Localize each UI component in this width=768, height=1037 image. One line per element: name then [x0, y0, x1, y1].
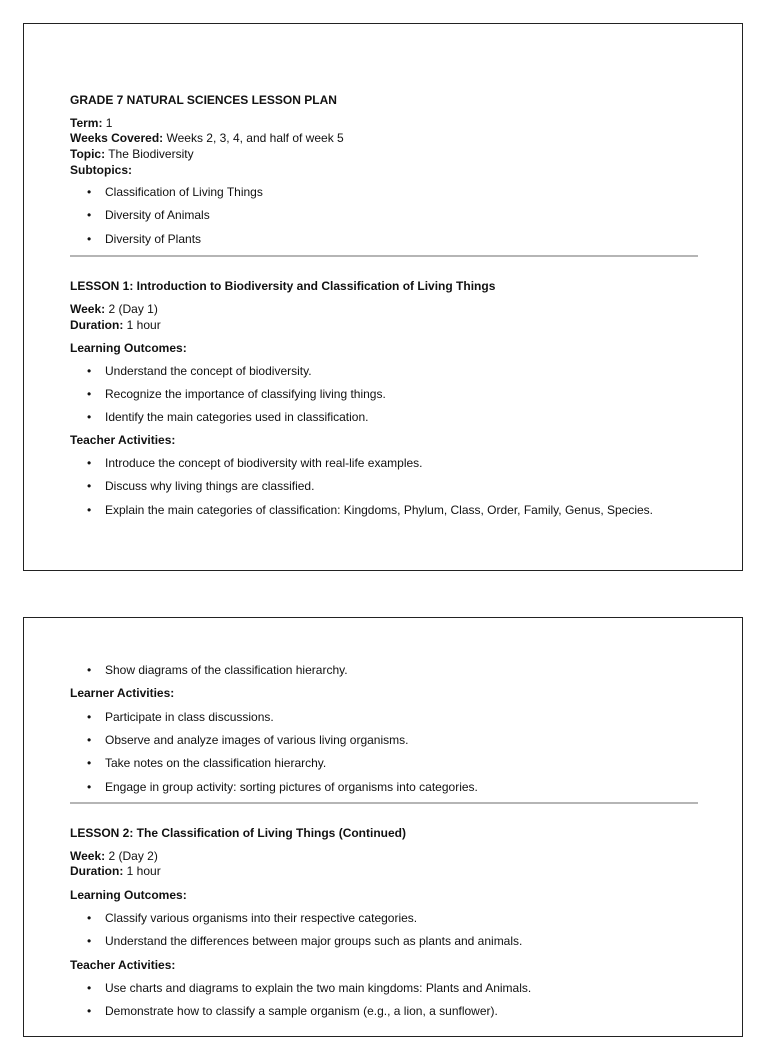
- weeks-line: [70, 131, 344, 145]
- subtopics-label: Subtopics:: [70, 163, 132, 177]
- lesson1-duration: Duration: 1 hour: [70, 318, 161, 332]
- bullet-icon: •: [87, 981, 92, 995]
- term-value: 1: [102, 116, 113, 130]
- lesson2-week: Week: 2 (Day 2): [70, 849, 158, 863]
- bullet-icon: •: [87, 479, 92, 493]
- bullet-icon: •: [87, 934, 92, 948]
- bullet-icon: •: [87, 1004, 92, 1018]
- lesson2-outcomes-label: Learning Outcomes:: [70, 888, 187, 902]
- bullet-icon: •: [87, 911, 92, 925]
- lesson2-teacher-label: Teacher Activities:: [70, 958, 176, 972]
- bullet-icon: •: [87, 364, 92, 378]
- document-page-2: • Show diagrams of the classification hierarchy. Learner Activities: • Participate in class discussions. • Observe and analyze images of various living organisms. • Take notes on the classification hierarchy. • Engage in group activity: sorting pictures of organisms into categories. LESSON 2: The Classification of Living Things (Continued) Week: 2 (Day 2) Duration: 1 hour Learning Outcomes: • Classify various organisms into their respective categories. • Understand the differences between major groups such as plants and animals. Teacher Activities: • Use charts and diagrams to explain the two main kingdoms: Plants and Animals. • Demonstrate how to classify a sample organism (e.g., a lion, a sunflower).: [23, 617, 743, 1037]
- bullet-icon: •: [87, 410, 92, 424]
- document-page-1: GRADE 7 NATURAL SCIENCES LESSON PLAN Term: 1 Weeks Covered: Weeks 2, 3, 4, and half of week 5 Topic: The Biodiversity Subtopics: • Classification of Living Things • Diversity of Animals • Diversity of Plants LESSON 1: Introduction to Biodiversity and Classification of Living Things Week: 2 (Day 1) Duration: 1 hour Learning Outcomes: • Understand the concept of biodiversity. • Recognize the importance of classifying living things. • Identify the main categories used in classification. Teacher Activities: • Introduce the concept of biodiversity with real-life examples. • Discuss why living things are classified. • Explain the main categories of classification: Kingdoms, Phylum, Class, Order, Family, Genus, Species.: [23, 23, 743, 571]
- bullet-icon: •: [87, 387, 92, 401]
- section-divider: [70, 802, 698, 804]
- weeks-value: Weeks 2, 3, 4, and half of week 5: [163, 131, 344, 145]
- bullet-icon: •: [87, 663, 92, 677]
- section-divider: [70, 255, 698, 257]
- bullet-icon: •: [87, 733, 92, 747]
- term-label: Term:: [70, 116, 103, 130]
- document-title: GRADE 7 NATURAL SCIENCES LESSON PLAN: [70, 93, 337, 107]
- topic-value: The Biodiversity: [105, 147, 194, 161]
- bullet-icon: •: [87, 456, 92, 470]
- bullet-icon: •: [87, 185, 92, 199]
- weeks-label: Weeks Covered:: [70, 131, 164, 145]
- lesson1-week: Week: 2 (Day 1): [70, 302, 158, 316]
- topic-label: Topic:: [70, 147, 106, 161]
- bullet-icon: •: [87, 208, 92, 222]
- bullet-icon: •: [87, 503, 92, 517]
- lesson1-teacher-label: Teacher Activities:: [70, 433, 176, 447]
- term-line: [70, 116, 112, 130]
- lesson1-outcomes-label: Learning Outcomes:: [70, 341, 187, 355]
- topic-line: [70, 147, 194, 161]
- bullet-icon: •: [87, 710, 92, 724]
- learner-activities-label: Learner Activities:: [70, 686, 175, 700]
- bullet-icon: •: [87, 756, 92, 770]
- lesson2-heading: LESSON 2: The Classification of Living Things (Continued): [70, 826, 407, 840]
- bullet-icon: •: [87, 780, 92, 794]
- bullet-icon: •: [87, 232, 92, 246]
- lesson1-heading: LESSON 1: Introduction to Biodiversity and Classification of Living Things: [70, 279, 496, 293]
- lesson2-duration: Duration: 1 hour: [70, 864, 161, 878]
